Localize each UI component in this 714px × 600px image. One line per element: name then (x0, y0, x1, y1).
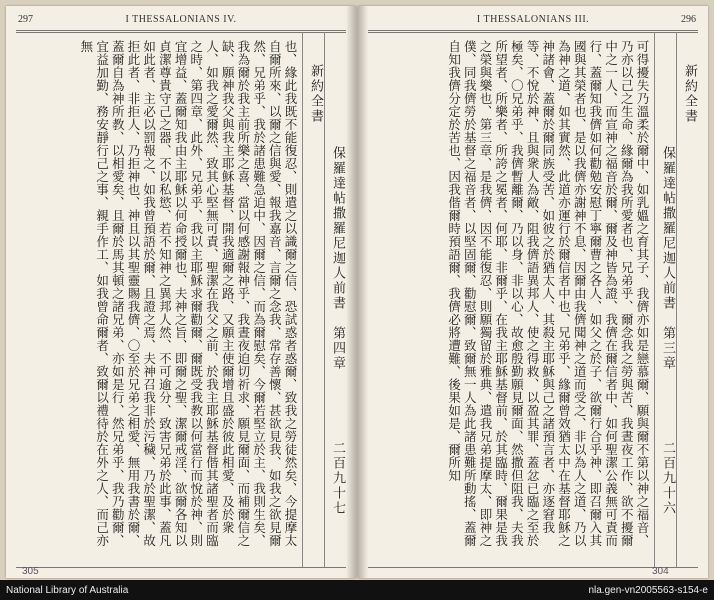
left-running-head: I THESSALONIANS IV. (125, 14, 237, 25)
header-rule (16, 32, 346, 33)
left-page-header (14, 14, 348, 28)
left-page (6, 6, 356, 578)
pencil-mark-right: 304 (652, 566, 669, 577)
right-running-head: I THESSALONIANS III. (476, 14, 590, 25)
gutter-shadow (358, 6, 368, 578)
header-rule (16, 30, 346, 31)
header-rule (368, 32, 698, 33)
footer-identifier: nla.gen-vn2005563-s154-e (588, 585, 708, 596)
right-margin-folio: 二百九十六 (660, 441, 675, 516)
gutter-shadow (346, 6, 356, 578)
footer-bar (0, 580, 714, 600)
column-rule (676, 32, 677, 568)
right-body-text: 可得擾失乃溫柔於爾中、如乳媼之育其子、我儕亦如是戀慕爾、願與爾不第以神之福音、乃亦以己之生命、緣爾為我所愛者也、兄弟乎、爾念我之勞與苦、我晝夜工作、欲不擾爾中之一人、而宣神之福音於爾、爾及神皆為證、我儕在爾信者中、如何聖潔公義無可責而行、蓋爾知我儕如何勸勉安慰丁寧爾曹之各人、如父之於子、欲爾行合乎神、即召爾入其國與其榮者也、是以我儕亦謝神不息、因爾由我儕聞神之道而受之、非以為人之道、乃以為神之道、如其實然、此道亦運行於爾信者中也、兄弟乎、緣爾曾效猶太中在基督耶穌之神諸會、蓋爾於爾同族受苦、如彼之於猶太人、其殺主耶穌與己之諸預言者、亦逐窘我等、不悅於神、且與衆人為敵、阻我儕語異邦人、使之得救、以盈其罪、蓋忿已臨之至於極矣、〇兄弟乎、我儕暫離爾、乃以身、非以心、故愈殷勤願見爾面、然撒但阻我、夫我所望者、所樂者、所誇之冕者、何耶、非爾乎、在我主耶穌基督前、於其臨時、爾果是我之榮與樂也、第三章、是我儕、因不能復忍、則願獨留於雅典、遣我兄弟提摩太、即神之僕、同我儕勞於基督之福音者、以堅固爾、勸慰爾、致爾無一人為此諸患難所動搖、蓋爾自知我儕分定於苦也、因我偕爾時預語爾、我儕必將遭難、後果如是、爾所知 (446, 40, 650, 547)
right-page-header (366, 14, 700, 28)
left-margin-folio: 二百九十七 (330, 441, 345, 516)
footer-rule (16, 567, 346, 568)
left-body-text: 也、緣此我既不能復忍、則遣之以識爾之信、恐試惑者惑爾、致我之勞徒然矣、今提摩太自爾所來、以爾之信與愛、報我嘉音、言爾之念我、常存善懷、甚欲見我、如我之欲見爾然、兄弟乎、我於諸患難急迫中、因爾之信、而為爾慰矣、今爾若堅立於主、我則生矣、我為爾於我主前所樂之喜、當以何感謝報神乎、我晝夜迫切祈求、願見爾面、而補爾信之缺、願神我父與我主耶穌基督、開我適爾之路、又願主使爾增且盛於彼此相愛、及於衆人、如我之愛爾然、致其心堅無可責、聖潔在我父之前、於我主耶穌基督偕其諸聖者而臨之時、第四章、此外、兄弟乎、我以主耶穌求爾勸爾、爾既受我教以何當行而悅於神、則宜增益、蓋爾知我由主耶穌以何命授爾也、夫神之旨、即爾之聖、潔爾戒淫、欲爾各知以貞潔尊貴守己之器、不以私慾、若不知神之異邦人然、不可逾分、致害兄弟於此事、蓋凡如此者、主必以罰報之、如我曾預語於爾、且證之焉、夫神召我非於污穢、乃於聖潔、故拒此者、非拒人、乃拒神也、神且以其聖靈賜我儕、〇至於兄弟之相愛、無用我書於爾、蓋爾自為神所教、以相愛矣、且爾於馬其頓之諸兄弟、亦如是行、然兄弟乎、我乃勸爾、宜益加勤、務安靜行己之事、親手作工、如我曾命爾者、致爾以禮待於在外之人、而己亦無 (78, 40, 298, 547)
right-margin-book: 保羅達帖撒羅尼迦人前書 第三章 (660, 146, 675, 371)
left-page-number: 297 (18, 14, 33, 25)
right-margin-title: 新約全書 (682, 64, 697, 124)
left-margin-title: 新約全書 (308, 64, 323, 124)
right-page-number: 296 (681, 14, 696, 25)
column-rule (324, 32, 325, 568)
pencil-mark-left: 305 (22, 566, 39, 577)
column-rule (654, 32, 655, 568)
header-rule (368, 30, 698, 31)
column-rule (302, 32, 303, 568)
footer-credit: National Library of Australia (6, 585, 129, 596)
right-page (358, 6, 708, 578)
footer-rule (368, 567, 698, 568)
left-margin-book: 保羅達帖撒羅尼迦人前書 第四章 (330, 146, 345, 371)
